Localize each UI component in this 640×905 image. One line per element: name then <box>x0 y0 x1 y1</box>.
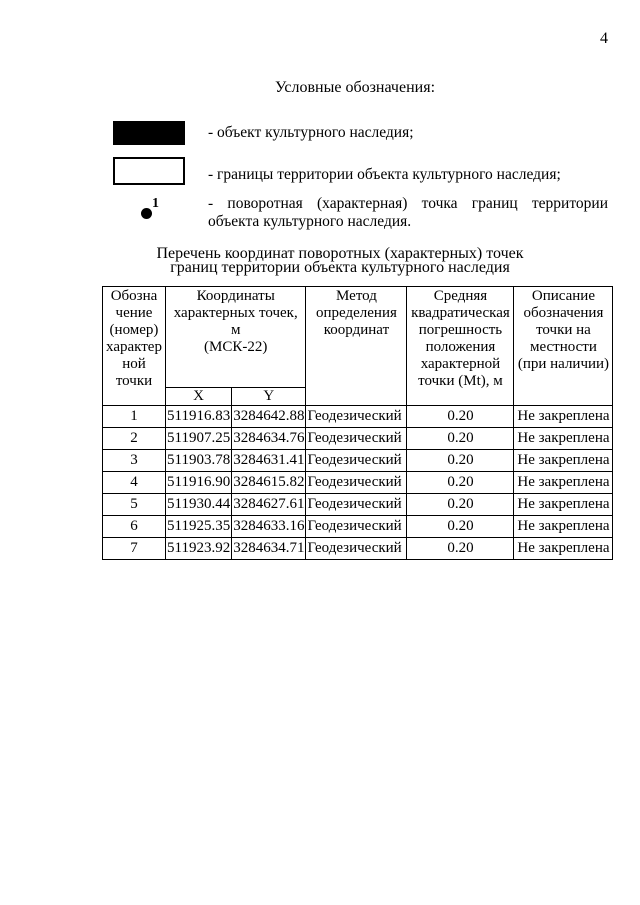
heritage-object-symbol <box>113 121 185 145</box>
cell-x: 511925.35 <box>166 516 232 538</box>
header-designation: Обозна чение (номер) характер ной точки <box>103 287 166 406</box>
cell-method: Геодезический <box>306 472 407 494</box>
cell-error: 0.20 <box>407 516 514 538</box>
cell-error: 0.20 <box>407 538 514 560</box>
table-row <box>103 406 613 428</box>
table-row <box>103 472 613 494</box>
cell-y: 3284634.76 <box>232 428 306 450</box>
cell-method: Геодезический <box>306 450 407 472</box>
cell-method: Геодезический <box>306 538 407 560</box>
cell-point-number: 4 <box>103 472 166 494</box>
cell-x: 511903.78 <box>166 450 232 472</box>
list-title-line1: Перечень координат поворотных (характерных) точек <box>156 245 524 262</box>
cell-method: Геодезический <box>306 406 407 428</box>
cell-y: 3284642.88 <box>232 406 306 428</box>
legend-text-territory-boundary: - границы территории объекта культурного наследия; <box>208 166 561 183</box>
cell-point-number: 1 <box>103 406 166 428</box>
legend-text-heritage-object: - объект культурного наследия; <box>208 124 414 141</box>
cell-y: 3284631.41 <box>232 450 306 472</box>
cell-description: Не закреплена <box>514 450 613 472</box>
cell-x: 511916.90 <box>166 472 232 494</box>
table-row <box>103 494 613 516</box>
territory-boundary-symbol <box>113 157 185 185</box>
legend-text-turning-point: - поворотная (характерная) точка границ территории объекта культурного наследия. <box>208 195 608 230</box>
header-y: Y <box>232 388 306 406</box>
table-row <box>103 428 613 450</box>
cell-point-number: 3 <box>103 450 166 472</box>
cell-point-number: 2 <box>103 428 166 450</box>
cell-description: Не закреплена <box>514 516 613 538</box>
cell-y: 3284634.71 <box>232 538 306 560</box>
page-number: 4 <box>600 30 608 47</box>
header-description: Описание обозначения точки на местности (при наличии) <box>514 287 613 406</box>
table-row <box>103 450 613 472</box>
legend-title: Условные обозначения: <box>274 79 436 96</box>
cell-error: 0.20 <box>407 450 514 472</box>
cell-y: 3284615.82 <box>232 472 306 494</box>
cell-method: Геодезический <box>306 516 407 538</box>
header-x: X <box>166 388 232 406</box>
cell-description: Не закреплена <box>514 494 613 516</box>
cell-error: 0.20 <box>407 428 514 450</box>
cell-description: Не закреплена <box>514 428 613 450</box>
cell-point-number: 7 <box>103 538 166 560</box>
list-title-line2: границ территории объекта культурного наследия <box>170 259 510 276</box>
cell-description: Не закреплена <box>514 406 613 428</box>
cell-x: 511930.44 <box>166 494 232 516</box>
cell-y: 3284627.61 <box>232 494 306 516</box>
header-coordinates: Координаты характерных точек, м (МСК-22) <box>166 287 306 388</box>
header-error: Средняя квадратическая погрешность положения характерной точки (Mt), м <box>407 287 514 406</box>
cell-error: 0.20 <box>407 494 514 516</box>
cell-method: Геодезический <box>306 494 407 516</box>
cell-y: 3284633.16 <box>232 516 306 538</box>
table-row <box>103 516 613 538</box>
coordinates-table <box>102 286 613 560</box>
cell-description: Не закреплена <box>514 472 613 494</box>
cell-description: Не закреплена <box>514 538 613 560</box>
header-method: Метод определения координат <box>306 287 407 406</box>
point-marker-label: 1 <box>152 196 159 211</box>
cell-error: 0.20 <box>407 472 514 494</box>
cell-point-number: 6 <box>103 516 166 538</box>
point-marker-icon <box>141 208 152 219</box>
cell-x: 511907.25 <box>166 428 232 450</box>
cell-point-number: 5 <box>103 494 166 516</box>
table-row <box>103 538 613 560</box>
cell-x: 511916.83 <box>166 406 232 428</box>
cell-error: 0.20 <box>407 406 514 428</box>
cell-x: 511923.92 <box>166 538 232 560</box>
cell-method: Геодезический <box>306 428 407 450</box>
